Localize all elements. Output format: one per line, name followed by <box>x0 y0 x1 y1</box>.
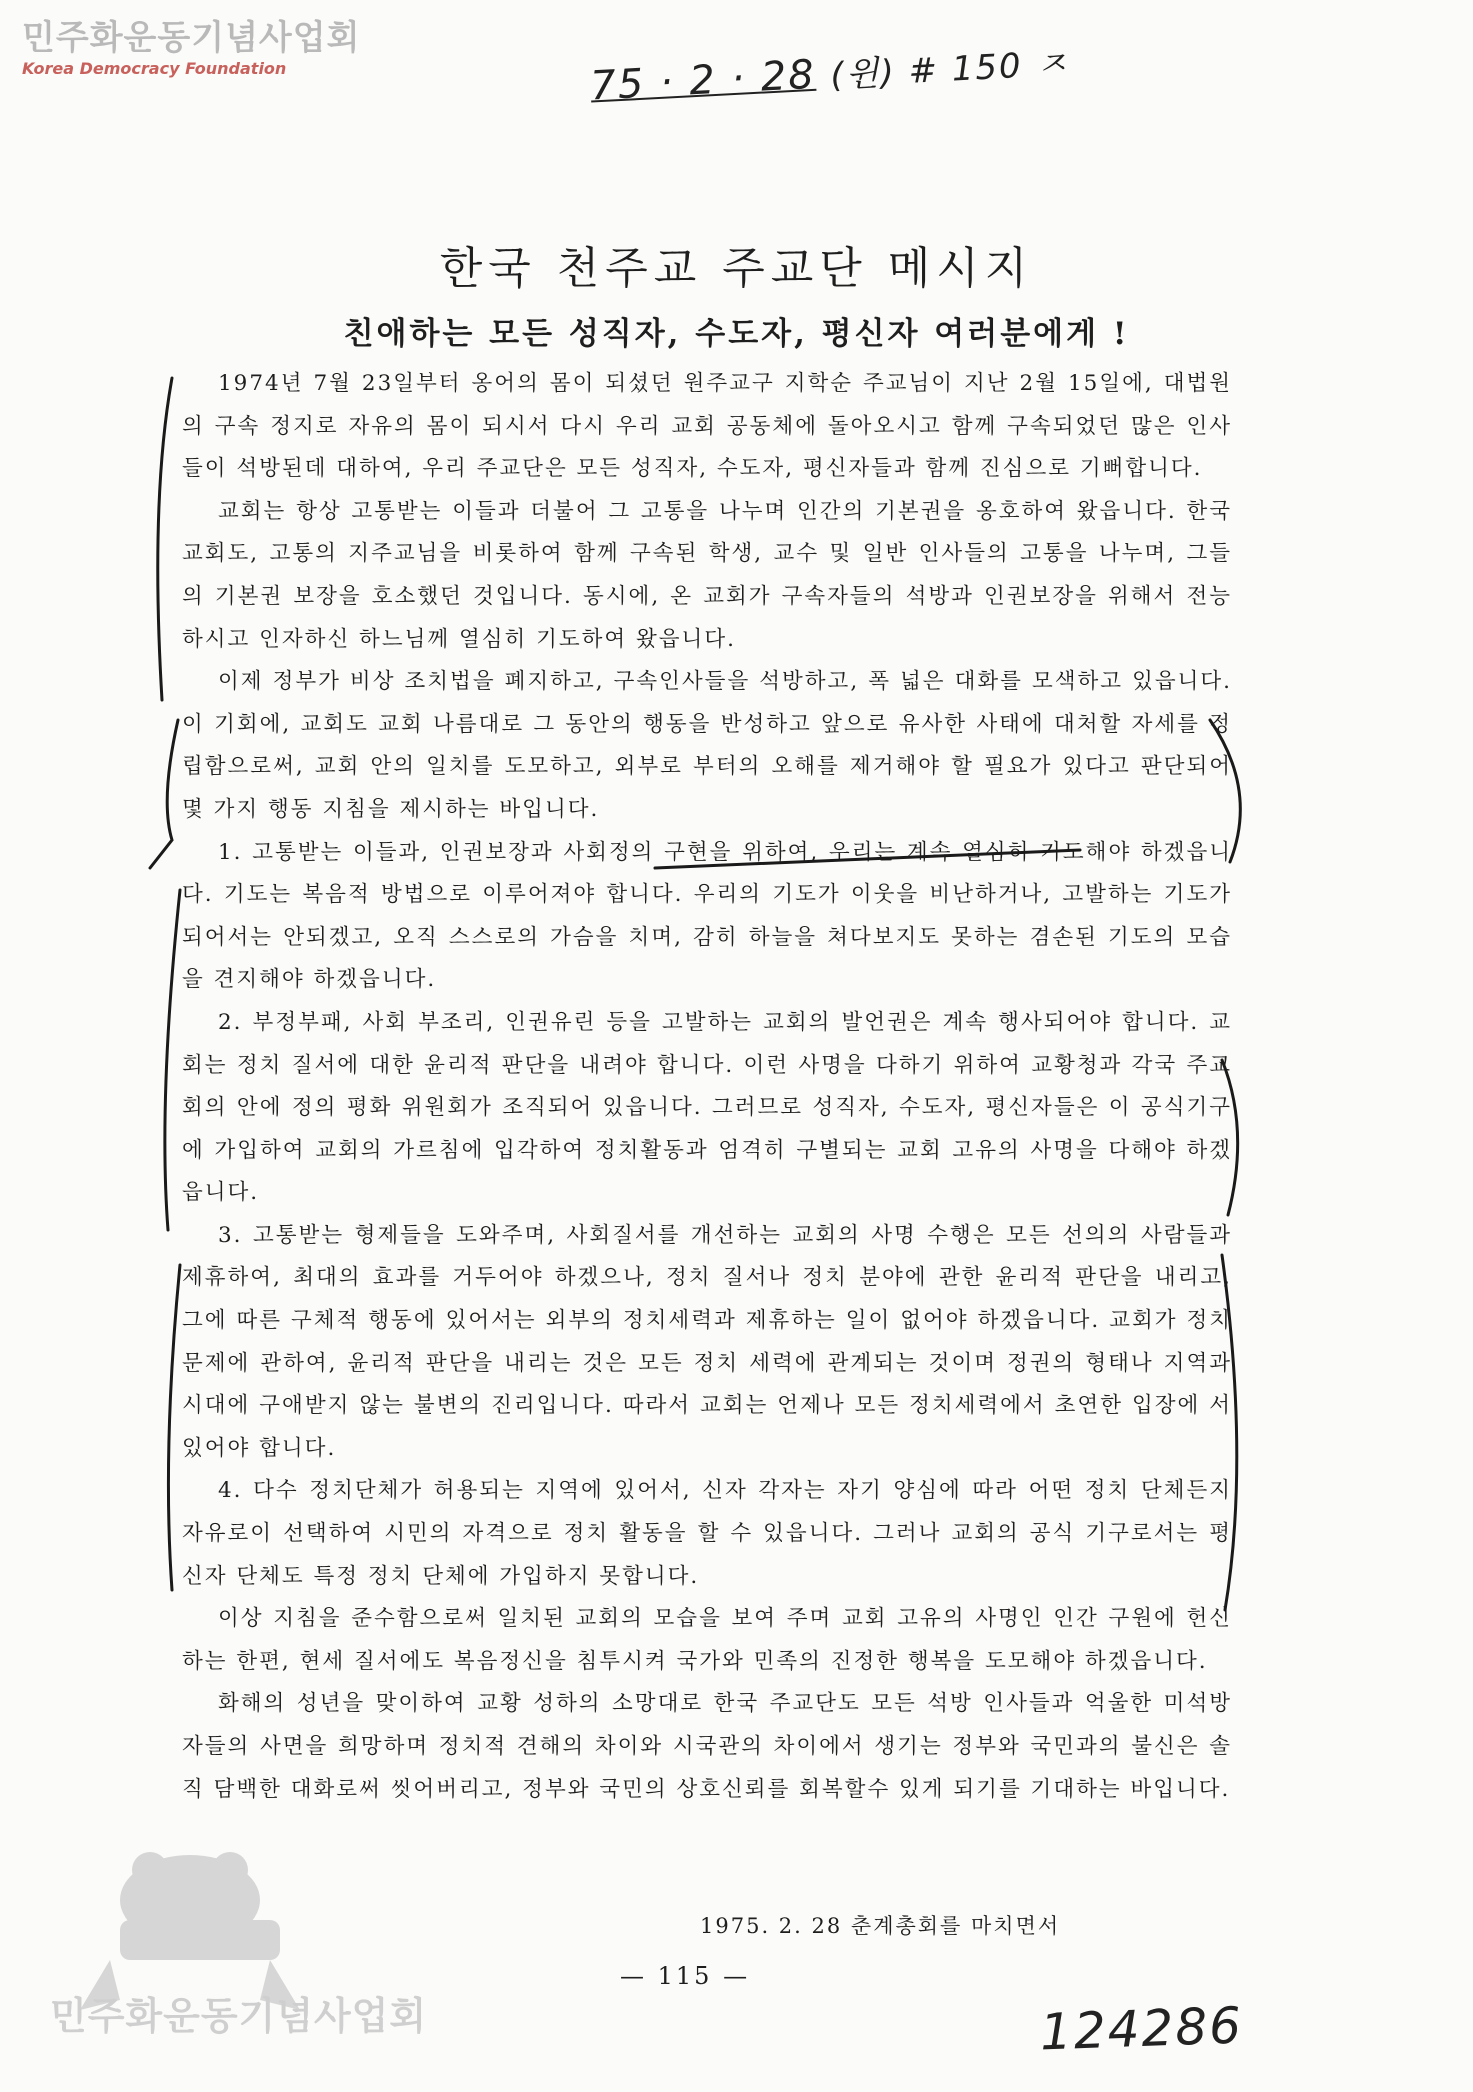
bracket-underline <box>655 850 1080 868</box>
document-subtitle: 친애하는 모든 성직자, 수도자, 평신자 여러분에게 ! <box>343 316 1130 352</box>
body-paragraph-6: 3. 고통받는 형제들을 도와주며, 사회질서를 개선하는 교회의 사명 수행은 모든 선의의 사람들과 제휴하여, 최대의 효과를 거두어야 하겠으나, 정치 질서나 정치 분야에 관한 윤리적 판단을 내리고, 그에 따른 구체적 행동에 있어서는 외부의 정치세력과 제휴하는 일이 없어야 하겠읍니다. 교회가 정치 문제에 관하여, 윤리적 판단을 내리는 것은 모든 정치 세력에 관계되는 것이며 정권의 형태나 지역과 시대에 구애받지 않는 불변의 진리입니다. 따라서 교회는 언제나 모든 정치세력에서 초연한 입장에 서 있어야 합니다. <box>182 1222 1232 1461</box>
bracket-left-2 <box>150 720 178 868</box>
watermark-org-english: Korea Democracy Foundation <box>22 59 287 78</box>
body-paragraph-1: 1974년 7월 23일부터 옹어의 몸이 되셨던 원주교구 지학순 주교님이 지난 2월 15일에, 대법원의 구속 정지로 자유의 몸이 되시서 다시 우리 교회 공동체에 돌아오시고 함께 구속되었던 많은 인사들이 석방된데 대하여, 우리 주교단은 모든 성직자, 수도자, 평신자들과 함께 진심으로 기뻐합니다. <box>182 371 1232 482</box>
body-paragraph-2: 교회는 항상 고통받는 이들과 더불어 그 고통을 나누며 인간의 기본권을 옹호하여 왔읍니다. 한국 교회도, 고통의 지주교님을 비롯하여 함께 구속된 학생, 교수 및 일반 인사들의 고통을 나누며, 그들의 기본권 보장을 호소했던 것입니다. 동시에, 온 교회가 구속자들의 석방과 인권보장을 위해서 전능하시고 인자하신 하느님께 열심히 기도하여 왔읍니다. <box>182 498 1232 652</box>
bracket-right-2 <box>1210 720 1240 862</box>
page-number: — 115 — <box>620 1962 751 1990</box>
handwritten-date: 75 · 2 · 28 <box>589 51 817 110</box>
document-title: 한국 천주교 주교단 메시지 <box>439 243 1034 294</box>
signature-line: 1975. 2. 28 춘계총회를 마치면서 <box>700 1914 1061 1938</box>
body-paragraph-5: 2. 부정부패, 사회 부조리, 인권유린 등을 고발하는 교회의 발언권은 계속 행사되어야 합니다. 교회는 정치 질서에 대한 윤리적 판단을 내려야 합니다. 이런 사명을 다하기 위하여 교황청과 각국 주교회의 안에 정의 평화 위원회가 조직되어 있읍니다. 그러므로 성직자, 수도자, 평신자들은 이 공식기구에 가입하여 교회의 가르침에 입각하여 정치활동과 엄격히 구별되는 교회 고유의 사명을 다해야 하겠읍니다. <box>182 1009 1232 1206</box>
body-paragraph-3: 이제 정부가 비상 조치법을 폐지하고, 구속인사들을 석방하고, 폭 넓은 대화를 모색하고 있읍니다. 이 기회에, 교회도 교회 나름대로 그 동안의 행동을 반성하고 앞으로 유사한 사태에 대처할 자세를 정립함으로써, 교회 안의 일치를 도모하고, 외부로 부터의 오해를 제거해야 할 필요가 있다고 판단되어 몇 가지 행동 지침을 제시하는 바입니다. <box>182 669 1232 822</box>
watermark-org-korean-bottom: 민주화운동기념사업회 <box>50 1994 428 2038</box>
handwritten-mark: (윈) # 150 ㅈ <box>829 43 1072 96</box>
body-paragraph-9: 화해의 성년을 맞이하여 교황 성하의 소망대로 한국 주교단도 모든 석방 인사들과 억울한 미석방자들의 사면을 희망하며 정치적 견해의 차이와 시국관의 차이에서 생기는 정부와 국민과의 불신은 솔직 담백한 대화로써 씻어버리고, 정부와 국민의 상호신뢰를 회복할수 있게 되기를 기대하는 바입니다. <box>182 1691 1232 1802</box>
body-paragraph-8: 이상 지침을 준수함으로써 일치된 교회의 모습을 보여 주며 교회 고유의 사명인 인간 구원에 헌신하는 한편, 현세 질서에도 복음정신을 침투시켜 국가와 민족의 진정한 행복을 도모해야 하겠읍니다. <box>182 1606 1232 1674</box>
bracket-left-1 <box>158 378 172 700</box>
handwritten-archive-number: 124286 <box>1039 1996 1244 2062</box>
watermark-org-korean: 민주화운동기념사업회 <box>22 18 361 58</box>
bracket-right-4 <box>1222 1255 1237 1610</box>
bracket-right-3 <box>1222 1060 1238 1215</box>
body-paragraph-7: 4. 다수 정치단체가 허용되는 지역에 있어서, 신자 각자는 자기 양심에 따라 어떤 정치 단체든지 자유로이 선택하여 시민의 자격으로 정치 활동을 할 수 있읍니다. 그러나 교회의 공식 기구로서는 평신자 단체도 특정 정치 단체에 가입하지 못합니다. <box>182 1478 1232 1589</box>
body-paragraph-4: 1. 고통받는 이들과, 인권보장과 사회정의 구현을 위하여, 우리는 계속 열심히 기도해야 하겠읍니다. 기도는 복음적 방법으로 이루어져야 합니다. 우리의 기도가 이웃을 비난하거나, 고발하는 기도가 되어서는 안되겠고, 오직 스스로의 가슴을 치며, 감히 하늘을 쳐다보지도 못하는 겸손된 기도의 모습을 견지해야 하겠읍니다. <box>182 839 1232 993</box>
bracket-left-3 <box>165 890 180 1230</box>
bracket-left-4 <box>168 1265 180 1590</box>
